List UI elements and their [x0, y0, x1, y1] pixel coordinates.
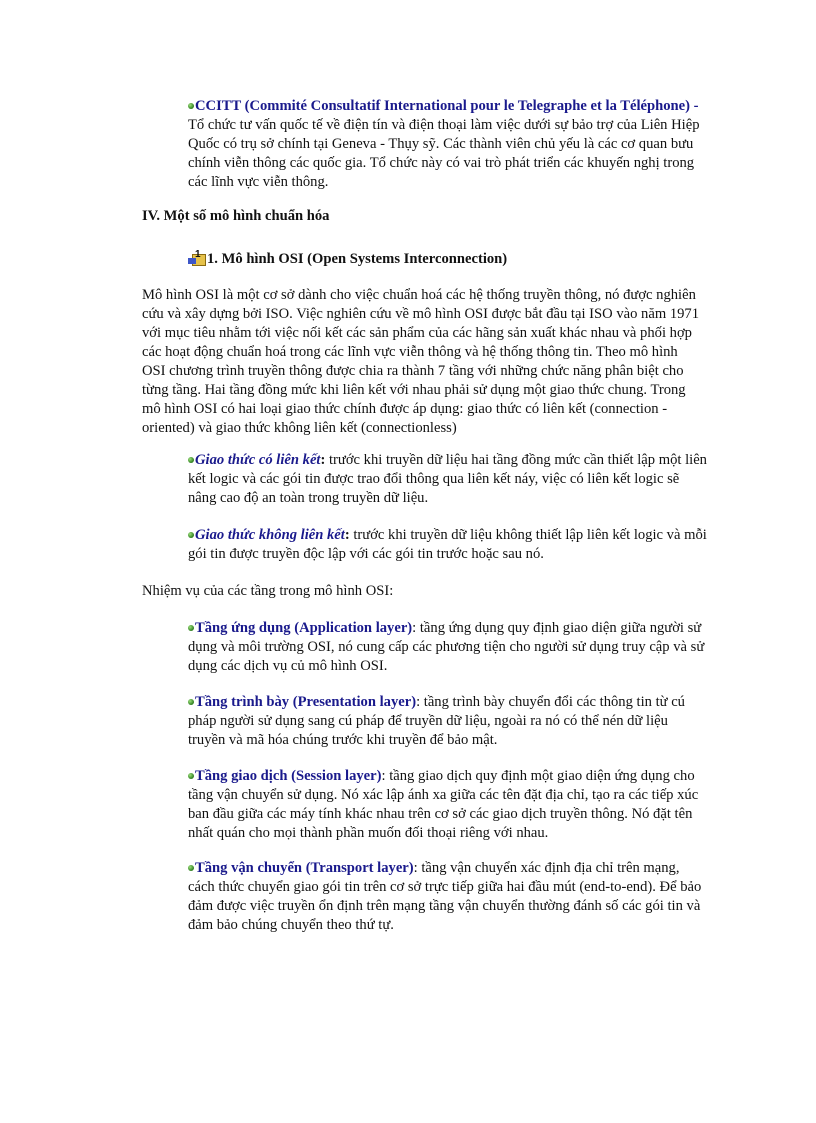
protocol-colon: :	[344, 527, 350, 543]
intro-paragraph: Mô hình OSI là một cơ sở dành cho việc chuẩn hoá các hệ thống truyền thông, nó được nghiên cứu và xây dựng bởi ISO. Việc nghiên cứu về mô hình OSI được bắt đầu tại ISO vào năm 1971 với mục tiêu nhằm tới việc nối kết các sản phẩm của các hãng sản xuất khác nhau và phối hợp các hoạt động chuẩn hoá trong các lĩnh vực viễn thông và hệ thống thông tin. Theo mô hình OSI chương trình truyền thông được chia ra thành 7 tầng với những chức năng phân biệt cho từng tầng. Hai tầng đồng mức khi liên kết với nhau phải sử dụng một giao thức chung. Trong mô hình OSI có hai loại giao thức chính được áp dụng: giao thức có liên kết (connection - oriented) và giao thức không liên kết (connectionless)	[142, 287, 700, 436]
subsection-heading	[188, 250, 708, 269]
protocol-desc: trước khi truyền dữ liệu hai tầng đồng mức cần thiết lập một liên kết logic và các gói tin được trao đổi thông qua liên kết náy, việc có liên kết logic sẽ nâng cao độ an toàn trong truyền dữ liệu.	[188, 452, 707, 506]
layer-item	[188, 767, 708, 843]
green-bullet-icon	[188, 625, 194, 631]
layer-item	[188, 693, 708, 750]
green-bullet-icon	[188, 699, 194, 705]
layer-term: Tầng trình bày (Presentation layer)	[195, 694, 417, 710]
protocol-item	[188, 526, 708, 564]
layer-desc: : tầng giao dịch quy định một giao diện ứng dụng cho tầng vận chuyển sử dụng. Nó xác lập ánh xa giữa các tên đặt địa chỉ, tạo ra các tiếp xúc ban đầu giữa các máy tính khác nhau trên cơ sở các giao dịch truyền thông. Nó đặt tên nhất quán cho mọi thành phần muốn đối thoại riêng với nhau.	[188, 768, 699, 841]
section-icon-number: 1	[195, 249, 201, 260]
protocol-item	[188, 451, 708, 508]
subsection-title: 1. Mô hình OSI (Open Systems Interconnection)	[207, 251, 508, 267]
ccitt-title: CCITT (Commité Consultatif International pour le Telegraphe et la Téléphone) -	[195, 98, 699, 114]
layer-term: Tầng vận chuyển (Transport layer)	[195, 860, 414, 876]
layer-item	[188, 619, 708, 676]
ccitt-paragraph	[188, 97, 708, 192]
green-bullet-icon	[188, 773, 194, 779]
layer-term: Tầng giao dịch (Session layer)	[195, 768, 382, 784]
section-heading: IV. Một số mô hình chuẩn hóa	[142, 208, 330, 224]
protocol-term: Giao thức có liên kết	[195, 452, 321, 468]
green-bullet-icon	[188, 865, 194, 871]
layers-intro: Nhiệm vụ của các tầng trong mô hình OSI:	[142, 583, 394, 599]
protocol-desc: trước khi truyền dữ liệu không thiết lập liên kết logic và mỗi gói tin được truyền độc lập với các gói tin trước hoặc sau nó.	[188, 527, 707, 562]
layer-desc: : tầng ứng dụng quy định giao diện giữa người sử dụng và môi trường OSI, nó cung cấp các phương tiện cho người sử dụng truy cập và sử dụng các dịch vụ củ mô hình OSI.	[188, 620, 705, 674]
protocol-term: Giao thức không liên kết	[195, 527, 345, 543]
layer-term: Tầng ứng dụng (Application layer)	[195, 620, 413, 636]
layer-desc: : tầng trình bày chuyển đổi các thông tin từ cú pháp người sử dụng sang cú pháp để truyền dữ liệu, ngoài ra nó có thể nén dữ liệu truyền và mã hóa chúng trước khi truyền để bảo mật.	[188, 694, 685, 748]
layer-item	[188, 859, 708, 935]
layer-desc: : tầng vận chuyển xác định địa chỉ trên mạng, cách thức chuyển giao gói tin trên cơ sở trực tiếp giữa hai đầu mút (end-to-end). Để bảo đảm được việc truyền ổn định trên mạng tầng vận chuyển thường đánh số các gói tin và đảm bảo chúng chuyển theo thứ tự.	[188, 860, 702, 933]
section-number-icon	[188, 251, 206, 265]
green-bullet-icon	[188, 457, 194, 463]
green-bullet-icon	[188, 103, 194, 109]
protocol-colon: :	[320, 452, 326, 468]
green-bullet-icon	[188, 532, 194, 538]
ccitt-body: Tổ chức tư vấn quốc tế về điện tín và điện thoại làm việc dưới sự bảo trợ của Liên Hiệp Quốc có trụ sở chính tại Geneva - Thụy sỹ. Các thành viên chủ yếu là các cơ quan bưu chính viễn thông các quốc gia. Tổ chức này có vai trò phát triển các khuyến nghị trong các lĩnh vực viễn thông.	[188, 117, 700, 190]
